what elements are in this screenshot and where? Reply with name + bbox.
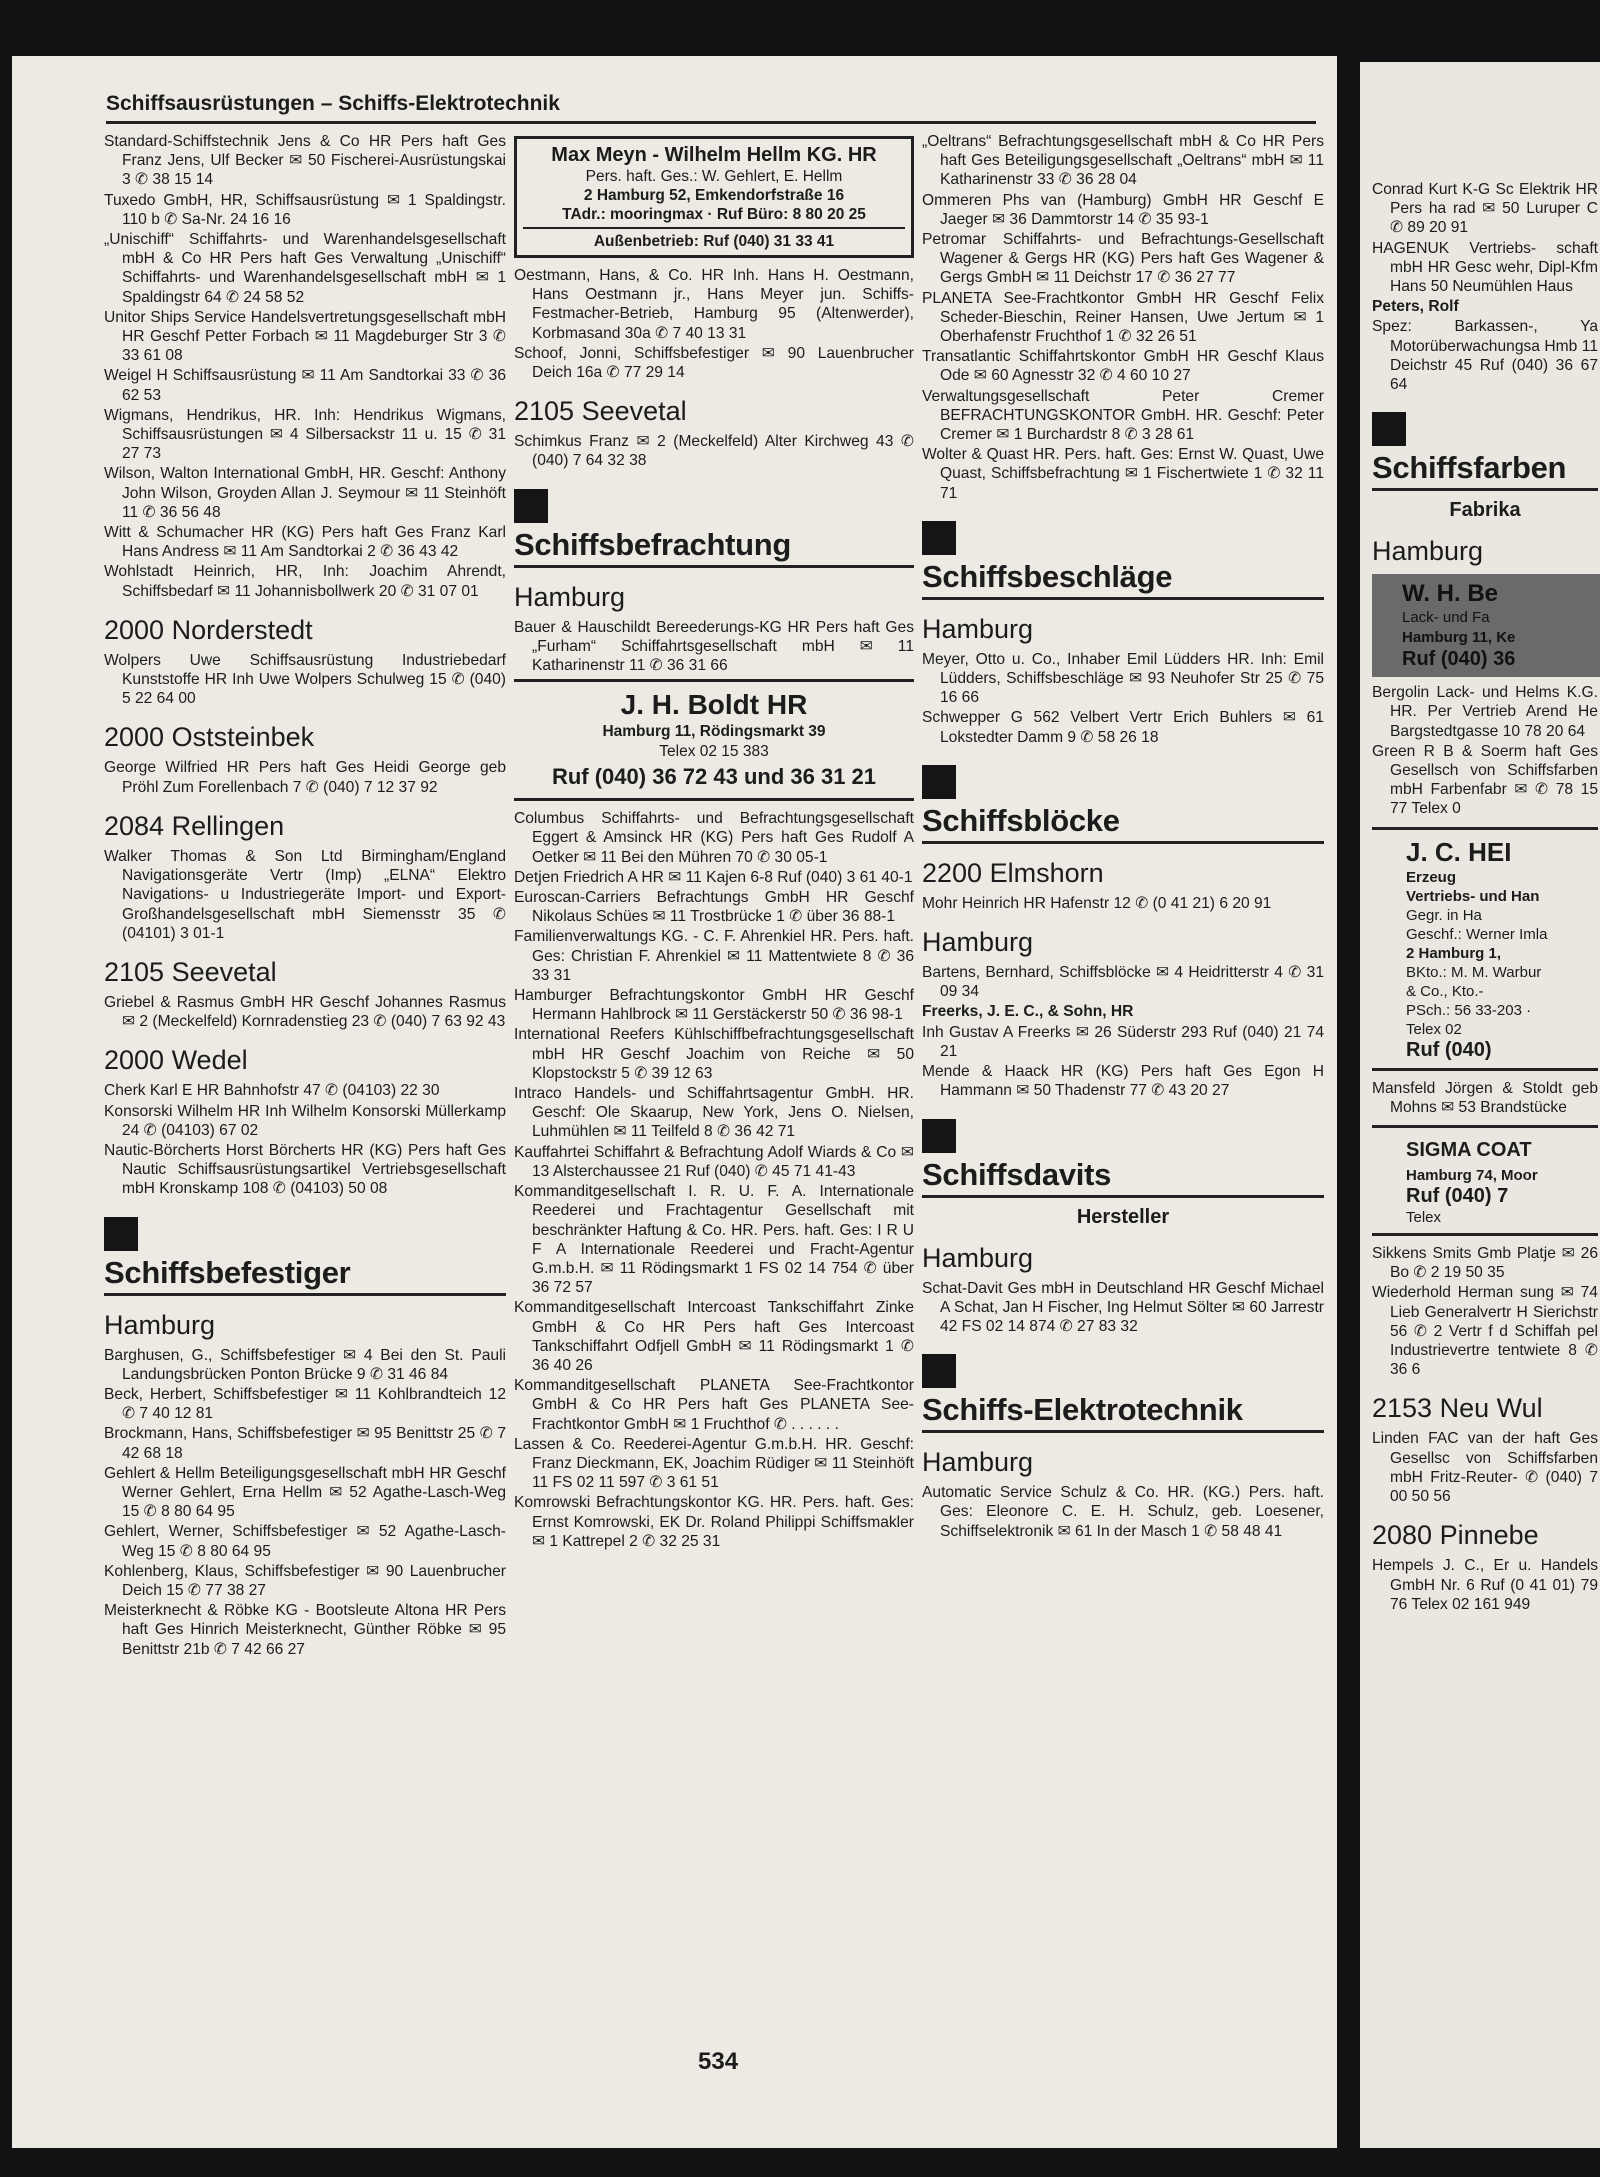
ad-line: Telex: [1406, 1209, 1442, 1227]
ad-max-meyn: [514, 136, 914, 258]
directory-entry: Mohr Heinrich HR Hafenstr 12 ✆ (0 41 21) 6 20 91: [922, 894, 1272, 912]
ad-line: Hamburg 11, Ke: [1402, 629, 1516, 647]
section-heading: Schiffsdavits: [922, 1157, 1324, 1198]
directory-entry: Wolter & Quast HR. Pers. haft. Ges: Ernst W. Quast, Uwe Quast, Schiffsbefrachtung ✉ 1 Fischertwiete 1 ✆ 32 11 71: [922, 446, 1324, 502]
ad-line: Lack- und Fa: [1402, 609, 1490, 627]
ad-title: W. H. Be: [1402, 580, 1499, 608]
directory-entry: Kohlenberg, Klaus, Schiffsbefestiger ✉ 90 Lauenbrucher Deich 15 ✆ 77 38 27: [104, 1562, 506, 1599]
column-2: [514, 132, 914, 1552]
section-heading: Schiffsfarben: [1372, 450, 1598, 491]
section-marker: [922, 1354, 956, 1388]
ad-phone: Ruf (040) 36 72 43 und 36 31 21: [551, 764, 877, 790]
ad-line: 2 Hamburg 52, Emkendorfstraße 16: [583, 187, 845, 204]
ad-line: Telex 02 15 383: [659, 743, 769, 761]
directory-entry: Wiederhold Herman sung ✉ 74 Lieb Generalvertr H Sierichstr 56 ✆ 2 Vertr f d Schiffah pel Industrievertre tentwiete 8 ✆ 36 6: [1372, 1284, 1598, 1379]
directory-entry: Hamburger Befrachtungskontor GmbH HR Geschf Hermann Hahlbrock ✉ 11 Gerstäckerstr 50 ✆ 36 98-1: [514, 987, 914, 1024]
directory-entry: Schat-Davit Ges mbH in Deutschland HR Geschf Michael A Schat, Jan H Fischer, Ing Helmut Sölter ✉ 60 Jarrestr 42 FS 02 14 874 ✆ 27 83 32: [922, 1279, 1324, 1335]
directory-entry: Linden FAC van der haft Ges Gesellsc von Schiffsfarben mbH Fritz-Reuter- ✆ (040) 7 00 50 56: [1372, 1430, 1598, 1506]
directory-entry: Wigmans, Hendrikus, HR. Inh: Hendrikus Wigmans, Schiffsausrüstungen ✉ 4 Silbersackstr 11 u. 15 ✆ 31 27 73: [104, 406, 506, 463]
ad-line: Gegr. in Ha: [1406, 906, 1482, 924]
city-heading: Hamburg: [922, 1242, 1034, 1273]
directory-entry: Mansfeld Jörgen & Stoldt geb Mohns ✉ 53 Brandstücke: [1372, 1079, 1598, 1116]
running-head: Schiffsausrüstungen – Schiffs-Elektrotechnik: [106, 92, 560, 115]
directory-entry: Schimkus Franz ✉ 2 (Meckelfeld) Alter Kirchweg 43 ✆ (040) 7 64 32 38: [514, 433, 914, 470]
directory-entry: Wolpers Uwe Schiffsausrüstung Industriebedarf Kunststoffe HR Inh Uwe Wolpers Schulweg 15 ✆ (040) 5 22 64 00: [104, 651, 506, 708]
ad-line: BKto.: M. M. Warbur: [1406, 963, 1542, 981]
directory-entry: Witt & Schumacher HR (KG) Pers haft Ges Franz Karl Hans Andress ✉ 11 Am Sandtorkai 2 ✆ 36 43 42: [104, 524, 506, 561]
city-heading: 2000 Oststeinbek: [104, 722, 315, 753]
ad-title: Max Meyn - Wilhelm Hellm KG. HR: [551, 144, 877, 166]
city-heading: 2084 Rellingen: [104, 810, 285, 841]
directory-entry: Tuxedo GmbH, HR, Schiffsausrüstung ✉ 1 Spaldingstr. 110 b ✆ Sa-Nr. 24 16 16: [104, 191, 506, 228]
section-marker: [1372, 412, 1406, 446]
ad-line: TAdr.: mooringmax · Ruf Büro: 8 80 20 25: [562, 206, 866, 223]
directory-entry: Cherk Karl E HR Bahnhofstr 47 ✆ (04103) 22 30: [104, 1082, 440, 1100]
directory-entry: Automatic Service Schulz & Co. HR. (KG.) Pers. haft. Ges: Eleonore C. E. H. Schulz, geb. Loesener, Schiffselektronik ✉ 61 In der Masch 1 ✆ 58 48 41: [922, 1484, 1324, 1540]
directory-entry: Detjen Friedrich A HR ✉ 11 Kajen 6-8 Ruf (040) 3 61 40-1: [514, 868, 913, 886]
section-marker: [922, 765, 956, 799]
section-marker: [922, 1119, 956, 1153]
directory-entry: Meyer, Otto u. Co., Inhaber Emil Lüdders HR. Inh: Emil Lüdders, Schiffsbeschläge ✉ 93 Neuhofer Str 25 ✆ 75 16 66: [922, 650, 1324, 707]
directory-entry: Familienverwaltungs KG. - C. F. Ahrenkiel HR. Pers. haft. Ges: Christian F. Ahrenkiel ✉ 11 Mattentwiete 8 ✆ 36 33 31: [514, 928, 914, 984]
city-heading: Hamburg: [922, 1447, 1034, 1478]
ad-jchempels: [1372, 827, 1598, 1071]
directory-entry: Inh Gustav A Freerks ✉ 26 Süderstr 293 Ruf (040) 21 74 21: [922, 1023, 1324, 1060]
directory-entry: Unitor Ships Service Handelsvertretungsgesellschaft mbH HR Geschf Petter Forbach ✉ 11 Magdeburger Str 3 ✆ 33 61 08: [104, 308, 506, 365]
ad-sigma-coatings: [1372, 1125, 1598, 1236]
directory-entry: Griebel & Rasmus GmbH HR Geschf Johannes Rasmus ✉ 2 (Meckelfeld) Kornradenstieg 23 ✆ (040) 7 63 92 43: [104, 993, 506, 1031]
directory-entry: Mende & Haack HR (KG) Pers haft Ges Egon H Hammann ✉ 50 Thadenstr 77 ✆ 43 20 27: [922, 1063, 1324, 1100]
directory-entry: Bauer & Hauschildt Bereederungs-KG HR Pers haft Ges „Furham“ Schiffahrtsgesellschaft mbH ✉ 11 Katharinenstr 11 ✆ 36 31 66: [514, 618, 914, 675]
ad-phone: Ruf (040): [1406, 1038, 1492, 1061]
city-heading: Hamburg: [922, 927, 1034, 958]
directory-entry: Gehlert, Werner, Schiffsbefestiger ✉ 52 Agathe-Lasch-Weg 15 ✆ 8 80 64 95: [104, 1523, 506, 1560]
ad-line: Telex 02: [1406, 1020, 1462, 1038]
directory-entry: Weigel H Schiffsausrüstung ✉ 11 Am Sandtorkai 33 ✆ 36 62 53: [104, 367, 506, 404]
ad-rule: [523, 227, 905, 229]
directory-entry: Intraco Handels- und Schiffahrtsagentur GmbH. HR. Geschf: Ole Skaarup, New York, Jens O. Nielsen, Luhmühlen ✉ 11 Teilfeld 8 ✆ 36 42 71: [514, 1085, 914, 1141]
directory-entry: Bartens, Bernhard, Schiffsblöcke ✉ 4 Heidritterstr 4 ✆ 31 09 34: [922, 964, 1324, 1001]
ad-phone: Ruf (040) 36: [1402, 648, 1516, 671]
page-number: 534: [698, 2048, 739, 2075]
directory-entry: Schoof, Jonni, Schiffsbefestiger ✉ 90 Lauenbrucher Deich 16a ✆ 77 29 14: [514, 344, 914, 382]
directory-entry: Konsorski Wilhelm HR Inh Wilhelm Konsorski Müllerkamp 24 ✆ (04103) 67 02: [104, 1102, 506, 1139]
city-heading: Hamburg: [514, 581, 626, 612]
directory-entry: Hempels J. C., Er u. Handels GmbH Nr. 6 Ruf (0 41 01) 79 76 Telex 02 161 949: [1372, 1557, 1598, 1613]
section-marker: [104, 1217, 138, 1251]
header-rule: [106, 121, 1316, 124]
directory-entry: Walker Thomas & Son Ltd Birmingham/England Navigationsgeräte Vertr (Imp) „ELNA“ Elektro Navigations- u Industriegeräte Import- und Export-Großhandelsgesellschaft mbH Siemensstr 35 ✆ (04101) 3 01-1: [104, 847, 506, 942]
directory-entry: HAGENUK Vertriebs- schaft mbH HR Gesc wehr, Dipl-Kfm Hans 50 Neumühlen Haus: [1372, 239, 1598, 296]
directory-entry: Schwepper G 562 Velbert Vertr Erich Buhlers ✉ 61 Lokstedter Damm 9 ✆ 58 26 18: [922, 709, 1324, 746]
directory-entry: Conrad Kurt K-G Sc Elektrik HR Pers ha rad ✉ 50 Luruper C ✆ 89 20 91: [1372, 181, 1598, 237]
directory-entry: Petromar Schiffahrts- und Befrachtungs-Gesellschaft Wagener & Gergs HR (KG) Pers haft Ges Wagener & Gergs GmbH ✉ 11 Deichstr 17 ✆ 36 27 77: [922, 231, 1324, 287]
ad-title: J. H. Boldt HR: [620, 689, 808, 721]
ad-line: Geschf.: Werner Imla: [1406, 925, 1548, 943]
city-heading: 2153 Neu Wul: [1372, 1393, 1543, 1424]
ad-line: Außenbetrieb: Ruf (040) 31 33 41: [593, 233, 835, 250]
directory-entry: Kauffahrtei Schiffahrt & Befrachtung Adolf Wiards & Co ✉ 13 Alsterchaussee 21 Ruf (040) ✆ 45 71 41-43: [514, 1143, 914, 1180]
ad-line: & Co., Kto.-: [1406, 982, 1484, 1000]
ad-line: PSch.: 56 33-203 ·: [1406, 1001, 1532, 1019]
city-heading: 2000 Wedel: [104, 1045, 248, 1076]
directory-entry: Euroscan-Carriers Befrachtungs GmbH HR Geschf Nikolaus Schües ✉ 11 Trostbrücke 1 ✆ über 36 88-1: [514, 889, 914, 926]
directory-entry: Sikkens Smits Gmb Platje ✉ 26 Bo ✆ 2 19 50 35: [1372, 1245, 1598, 1282]
directory-entry: Komrowski Befrachtungskontor KG. HR. Pers. haft. Ges: Ernst Komrowski, EK Dr. Roland Philippi Schiffsmakler ✉ 1 Kattrepel 2 ✆ 32 25 31: [514, 1494, 914, 1550]
column-3: [922, 132, 1324, 1542]
section-marker: [514, 489, 548, 523]
directory-entry: Wilson, Walton International GmbH, HR. Geschf: Anthony John Wilson, Groyden Allan J. Seymour ✉ 11 Steinhöft 11 ✆ 36 56 48: [104, 465, 506, 521]
column-2-entries-b: [514, 809, 914, 1551]
directory-entry: Nautic-Börcherts Horst Börcherts HR (KG) Pers haft Ges Nautic Schiffsausrüstungsartikel Vertriebsgesellschaft mbH Kronskamp 108 ✆ (04103) 50 08: [104, 1141, 506, 1198]
city-heading: 2105 Seevetal: [104, 956, 277, 987]
ad-boldt: [514, 679, 914, 801]
directory-entry: Kommanditgesellschaft Intercoast Tankschiffahrt Zinke GmbH & Co HR Pers haft Ges Intercoast Tankschiffahrt Odfjell GmbH ✉ 11 Rödingsmarkt 1 ✆ 36 40 26: [514, 1299, 914, 1374]
section-heading: Schiffsblöcke: [922, 803, 1324, 844]
facing-page-column: [1372, 180, 1598, 1615]
city-heading: Hamburg: [1372, 536, 1484, 567]
directory-entry: George Wilfried HR Pers haft Ges Heidi George geb Pröhl Zum Forellenbach 7 ✆ (040) 7 12 37 92: [104, 759, 506, 796]
directory-entry: Standard-Schiffstechnik Jens & Co HR Pers haft Ges Franz Jens, Ulf Becker ✉ 50 Fischerei-Ausrüstungskai 3 ✆ 38 15 14: [104, 133, 506, 189]
directory-entry: Verwaltungsgesellschaft Peter Cremer BEFRACHTUNGSKONTOR GmbH. HR. Geschf: Peter Cremer ✉ 1 Burchardstr 8 ✆ 3 28 61: [922, 387, 1324, 444]
directory-entry: Transatlantic Schiffahrtskontor GmbH HR Geschf Klaus Ode ✉ 60 Agnesstr 32 ✆ 4 60 10 27: [922, 348, 1324, 385]
city-heading: Hamburg: [922, 613, 1034, 644]
directory-entry: Freerks, J. E. C., & Sohn, HR: [922, 1003, 1134, 1021]
section-heading: Schiffsbeschläge: [922, 559, 1324, 600]
section-marker: [922, 521, 956, 555]
city-heading: Hamburg: [104, 1309, 216, 1340]
directory-entry: „Oeltrans“ Befrachtungsgesellschaft mbH & Co HR Pers haft Ges Beteiligungsgesellschaft „Oeltrans“ mbH ✉ 11 Katharinenstr 33 ✆ 36 28 04: [922, 133, 1324, 189]
ad-line: Pers. haft. Ges.: W. Gehlert, E. Hellm: [585, 168, 843, 185]
directory-entry: Wohlstadt Heinrich, HR, Inh: Joachim Ahrendt, Schiffsbedarf ✉ 11 Johannisbollwerk 20 ✆ 31 07 01: [104, 563, 506, 600]
ad-title: J. C. HEI: [1406, 836, 1512, 867]
directory-entry: Meisterknecht & Röbke KG - Bootsleute Altona HR Pers haft Ges Hinrich Meisterknecht, Günther Röbke ✉ 95 Benittstr 21b ✆ 7 42 66 27: [104, 1602, 506, 1658]
ad-line: Vertriebs- und Han: [1406, 887, 1540, 905]
directory-entry: Green R B & Soerm haft Ges Gesellsch von Schiffsfarben mbH Farbenfabr ✉ ✆ 78 15 77 Telex 0: [1372, 742, 1598, 818]
ad-title: SIGMA COAT: [1406, 1139, 1532, 1162]
directory-entry: Kommanditgesellschaft I. R. U. F. A. Internationale Reederei und Frachtagentur Gesellschaft mit beschränkter Haftung & Co. HR. Pers. haft. Ges: I R U F A Internationale Reederei und Fracht-Agentur G.m.b.H. ✉ 11 Rödingsmarkt 1 FS 02 14 754 ✆ über 36 72 57: [514, 1183, 914, 1297]
city-heading: 2080 Pinnebe: [1372, 1520, 1539, 1551]
directory-entry: Lassen & Co. Reederei-Agentur G.m.b.H. HR. Geschf: Franz Dieckmann, EK, Joachim Rüdiger ✉ 11 Steinhöft 11 FS 02 11 597 ✆ 3 61 51: [514, 1435, 914, 1492]
column-1: [104, 132, 506, 1660]
ad-whbe: [1372, 574, 1600, 677]
directory-entry: Columbus Schiffahrts- und Befrachtungsgesellschaft Eggert & Amsinck HR (KG) Pers haft Ges Rudolf A Oetker ✉ 11 Bei den Mühren 70 ✆ 30 05-1: [514, 810, 914, 866]
ad-phone: Ruf (040) 7: [1406, 1185, 1509, 1208]
directory-entry: Barghusen, G., Schiffsbefestiger ✉ 4 Bei den St. Pauli Landungsbrücken Ponton Brücke 9 ✆ 31 46 84: [104, 1346, 506, 1383]
ad-line: Erzeug: [1406, 868, 1457, 886]
directory-entry: Beck, Herbert, Schiffsbefestiger ✉ 11 Kohlbrandteich 12 ✆ 7 40 12 81: [104, 1385, 506, 1423]
section-heading: Schiffsbefestiger: [104, 1255, 506, 1296]
directory-entry: Peters, Rolf: [1372, 298, 1459, 316]
section-subheading: Hersteller: [1076, 1205, 1170, 1228]
directory-entry: International Reefers Kühlschiffbefrachtungsgesellschaft mbH HR Geschf Joachim von Reiche ✉ 50 Klopstockstr 5 ✆ 39 12 63: [514, 1026, 914, 1082]
ad-line: 2 Hamburg 1,: [1406, 944, 1502, 962]
section-subheading: Fabrika: [1449, 499, 1521, 522]
city-heading: 2000 Norderstedt: [104, 614, 313, 645]
ad-line: Hamburg 74, Moor: [1406, 1167, 1538, 1185]
directory-entry: Kommanditgesellschaft PLANETA See-Frachtkontor GmbH & Co HR Pers haft Ges PLANETA See-Frachtkontor GmbH ✉ 1 Fruchthof ✆ . . . . . .: [514, 1377, 914, 1433]
city-heading: 2105 Seevetal: [514, 396, 687, 427]
ad-line: Hamburg 11, Rödingsmarkt 39: [602, 723, 826, 741]
directory-entry: Spez: Barkassen-, Ya Motorüberwachungsa Hmb 11 Deichstr 45 Ruf (040) 36 67 64: [1372, 318, 1598, 394]
directory-entry: Oestmann, Hans, & Co. HR Inh. Hans H. Oestmann, Hans Oestmann jr., Hans Meyer jun. Schiffs-Festmacher-Betrieb, Hamburg 95 (Altenwerder), Korbmasand 30a ✆ 7 40 13 31: [514, 267, 914, 342]
directory-entry: „Unischiff“ Schiffahrts- und Warenhandelsgesellschaft mbH & Co HR Pers haft Ges Verwaltung „Unischiff“ Schiffahrts- und Warenhandelsgesellschaft mbH ✉ 1 Spaldingstr 64 ✆ 24 58 52: [104, 231, 506, 306]
directory-entry: PLANETA See-Frachtkontor GmbH HR Geschf Felix Scheder-Bieschin, Reiner Hansen, Uwe Jertum ✉ 1 Oberhafenstr Fruchthof 1 ✆ 32 26 51: [922, 289, 1324, 346]
section-heading: Schiffs-Elektrotechnik: [922, 1392, 1324, 1433]
section-heading: Schiffsbefrachtung: [514, 527, 914, 568]
directory-entry: Gehlert & Hellm Beteiligungsgesellschaft mbH HR Geschf Werner Gehlert, Erna Hellm ✉ 52 Agathe-Lasch-Weg 15 ✆ 8 80 64 95: [104, 1464, 506, 1521]
column-2-entries-a: [514, 266, 914, 675]
directory-entry: Bergolin Lack- und Helms K.G. HR. Per Vertrieb Arend He Bargstedtgasse 10 78 20 64: [1372, 684, 1598, 740]
directory-entry: Ommeren Phs van (Hamburg) GmbH HR Geschf E Jaeger ✉ 36 Dammtorstr 14 ✆ 35 93-1: [922, 191, 1324, 228]
directory-entry: Brockmann, Hans, Schiffsbefestiger ✉ 95 Benittstr 25 ✆ 7 42 68 18: [104, 1425, 506, 1462]
city-heading: 2200 Elmshorn: [922, 857, 1104, 888]
